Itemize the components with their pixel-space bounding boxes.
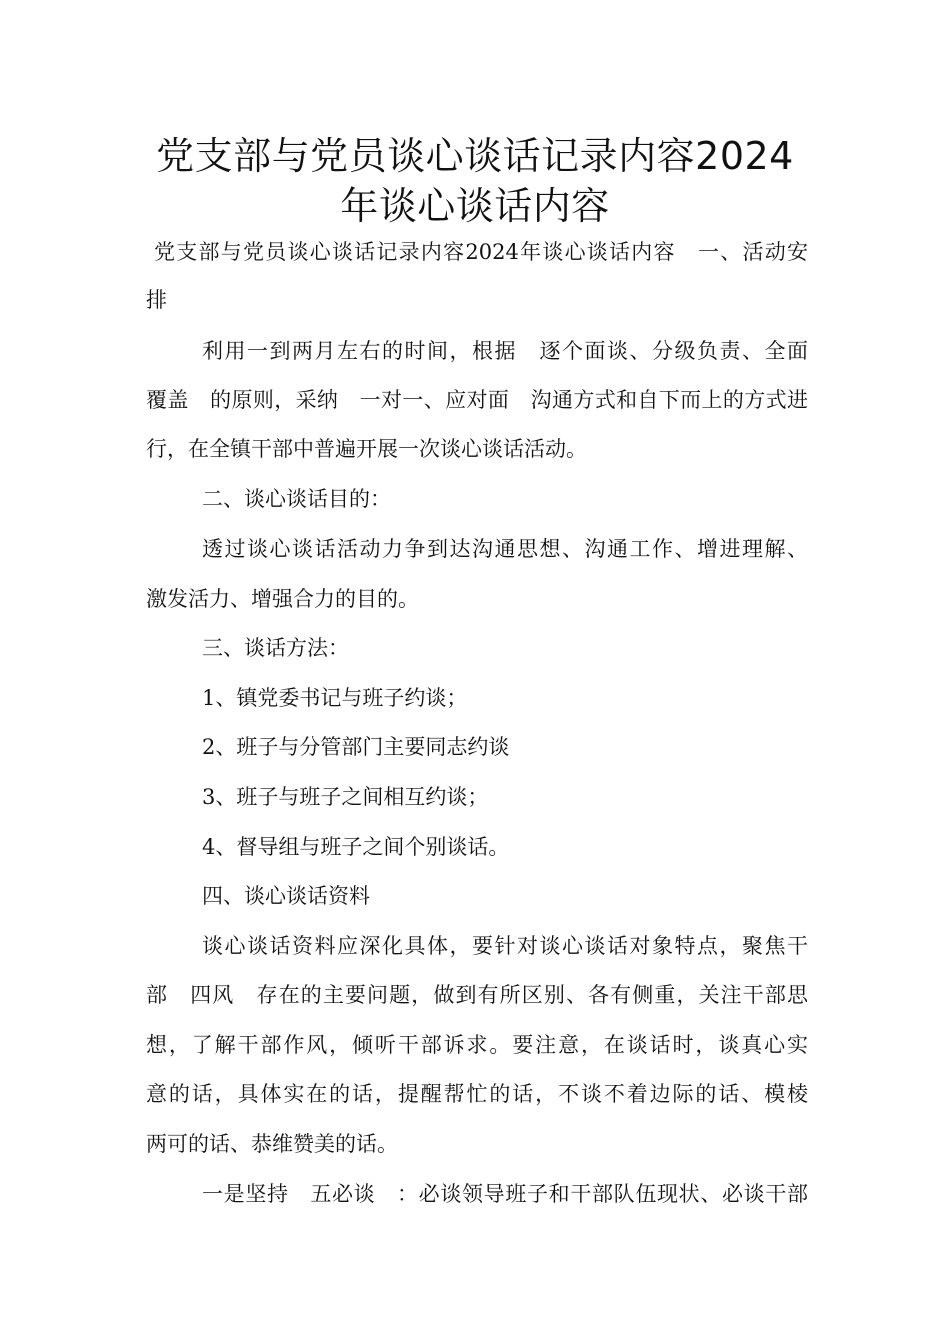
body-line: 激发活力、增强合力的目的。 bbox=[146, 587, 419, 611]
section-heading: 三、谈话方法： bbox=[202, 636, 349, 660]
body-line: 意的话，具体实在的话，提醒帮忙的话，不谈不着边际的话、模棱 bbox=[146, 1082, 808, 1106]
body-line: 部 四风 存在的主要问题，做到有所区别、各有侧重，关注干部思 bbox=[146, 983, 808, 1007]
body-line: 两可的话、恭维赞美的话。 bbox=[146, 1132, 398, 1156]
body-line: 一是坚持 五必谈 ：必谈领导班子和干部队伍现状、必谈干部 bbox=[202, 1182, 808, 1206]
body-line: 行，在全镇干部中普遍开展一次谈心谈话活动。 bbox=[146, 437, 587, 461]
list-item: 1、镇党委书记与班子约谈； bbox=[202, 686, 468, 710]
document-title-line-2: 年谈心谈话内容 bbox=[340, 184, 610, 228]
list-item: 4、督导组与班子之间个别谈话。 bbox=[202, 835, 510, 859]
document-title-line-1: 党支部与党员谈心谈话记录内容2024 bbox=[156, 134, 794, 178]
body-line: 利用一到两月左右的时间，根据 逐个面谈、分级负责、全面 bbox=[202, 339, 808, 363]
list-item: 2、班子与分管部门主要同志约谈 bbox=[202, 735, 510, 759]
body-line: 透过谈心谈话活动力争到达沟通思想、沟通工作、增进理解、 bbox=[202, 537, 808, 561]
section-heading: 二、谈心谈话目的： bbox=[202, 487, 391, 511]
body-line: 覆盖 的原则，采纳 一对一、应对面 沟通方式和自下而上的方式进 bbox=[146, 388, 808, 412]
section-heading: 四、谈心谈话资料 bbox=[202, 884, 370, 908]
body-line: 党支部与党员谈心谈话记录内容2024年谈心谈话内容 一、活动安 bbox=[154, 240, 808, 264]
body-line: 想，了解干部作风，倾听干部诉求。要注意，在谈话时，谈真心实 bbox=[146, 1033, 808, 1057]
body-line: 排 bbox=[146, 288, 167, 312]
body-line: 谈心谈话资料应深化具体，要针对谈心谈话对象特点，聚焦干 bbox=[202, 934, 808, 958]
list-item: 3、班子与班子之间相互约谈； bbox=[202, 785, 489, 809]
